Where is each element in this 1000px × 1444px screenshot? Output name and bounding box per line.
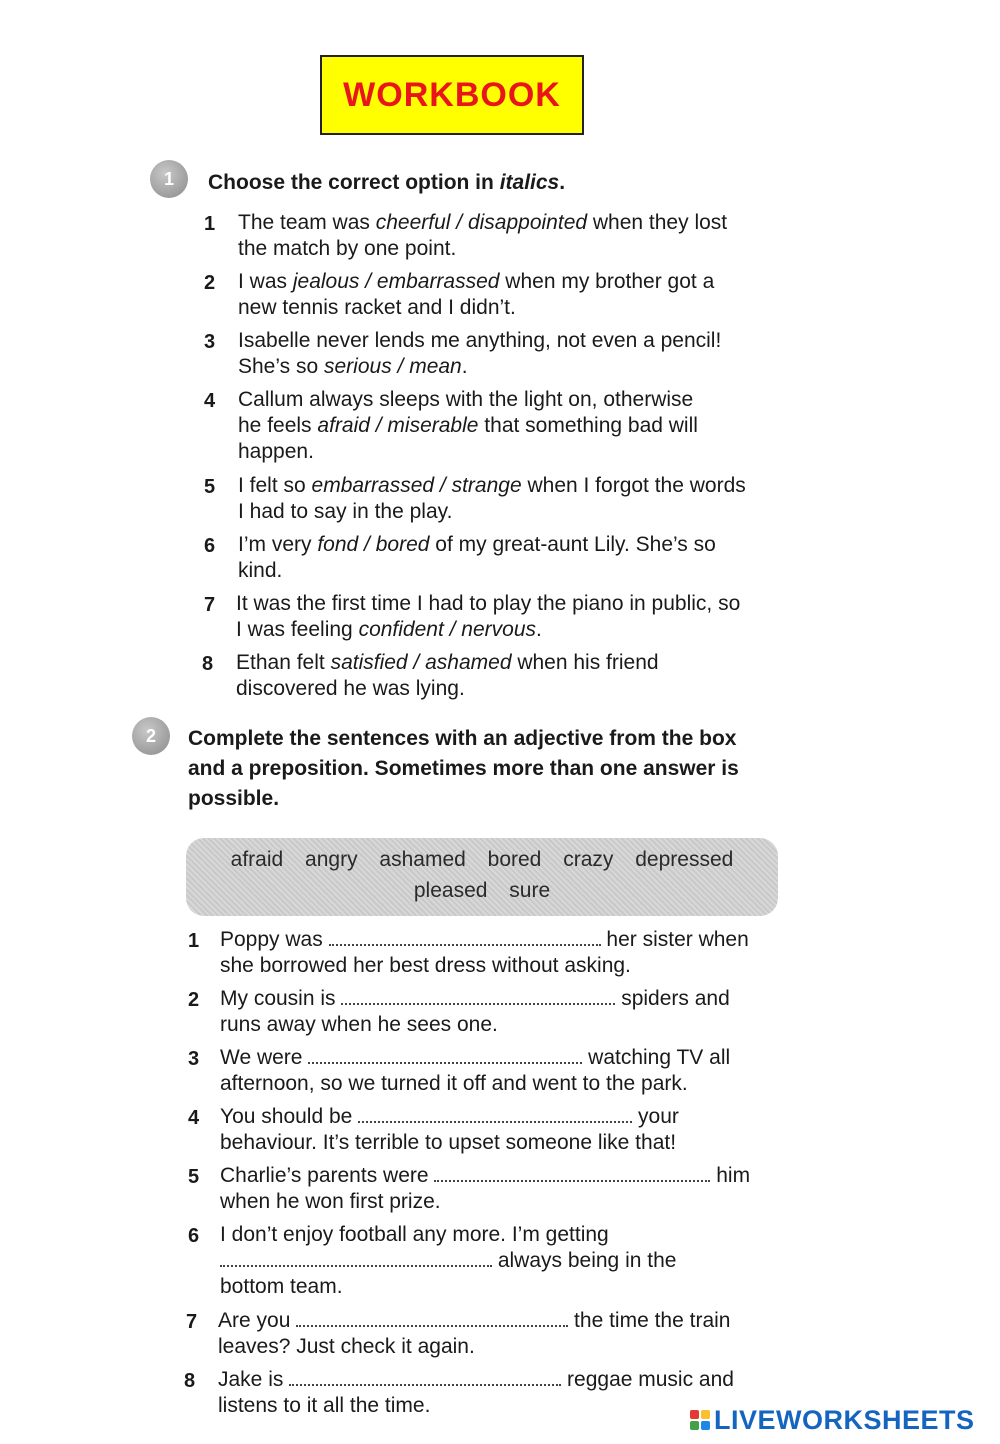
ex2-item (220, 1045, 730, 1097)
item-text: listens to it all the time. (218, 1394, 431, 1417)
item-text: Poppy was (220, 928, 329, 951)
item-text: We were (220, 1046, 309, 1069)
item-text: reggae music and (561, 1368, 734, 1391)
word-chip: crazy (563, 848, 614, 871)
ex2-item (218, 1367, 734, 1419)
item-text: him (710, 1164, 751, 1187)
item-text: I don’t enjoy football any more. I’m getting (220, 1223, 609, 1246)
ex1-item-number: 2 (204, 272, 216, 294)
heading-line: Complete the sentences with an adjective from the box (188, 727, 737, 750)
item-text: happen. (238, 440, 314, 463)
item-text: of my great-aunt Lily. She’s so (429, 533, 716, 556)
heading-italic: italics (499, 171, 560, 194)
item-options[interactable]: serious / mean (324, 355, 462, 378)
ex1-item-number: 7 (204, 594, 216, 616)
item-options[interactable]: fond / bored (317, 533, 430, 556)
item-options[interactable]: jealous / embarrassed (292, 270, 500, 293)
heading-line: and a preposition. Sometimes more than one answer is (188, 757, 739, 780)
ex1-item-number: 8 (202, 653, 214, 675)
item-text: I’m very (238, 533, 318, 556)
ex2-item (220, 1104, 679, 1156)
ex1-item-number: 3 (204, 331, 216, 353)
answer-blank[interactable] (289, 1370, 561, 1386)
ex2-item (220, 986, 730, 1038)
item-text: Jake is (218, 1368, 290, 1391)
item-text: . (536, 618, 542, 641)
ex2-item-number: 4 (188, 1107, 200, 1129)
item-text: spiders and (615, 987, 730, 1010)
ex1-item (238, 473, 746, 525)
heading-text: Choose the correct option in (208, 171, 500, 194)
ex2-item-number: 7 (186, 1311, 198, 1333)
item-text: Are you (218, 1309, 297, 1332)
item-text: I had to say in the play. (238, 500, 453, 523)
item-text: she borrowed her best dress without asking. (220, 954, 631, 977)
answer-blank[interactable] (296, 1311, 568, 1327)
ex2-item-number: 2 (188, 989, 200, 1011)
item-text: Charlie’s parents were (220, 1164, 435, 1187)
item-text: when I forgot the words (521, 474, 746, 497)
item-text: always being in the (492, 1249, 677, 1272)
word-chip: ashamed (379, 848, 466, 871)
logo-grid-icon (690, 1410, 710, 1430)
logo-square (690, 1421, 699, 1430)
item-text: when his friend (511, 651, 659, 674)
exercise-2-badge: 2 (132, 717, 170, 755)
item-options[interactable]: cheerful / disappointed (375, 211, 588, 234)
item-text: her sister when (600, 928, 749, 951)
item-text: your (632, 1105, 679, 1128)
item-text: new tennis racket and I didn’t. (238, 296, 516, 319)
item-text: leaves? Just check it again. (218, 1335, 475, 1358)
item-options[interactable]: confident / nervous (358, 618, 537, 641)
item-text: Callum always sleeps with the light on, otherwise (238, 388, 694, 411)
ex2-item-number: 3 (188, 1048, 200, 1070)
item-options[interactable]: afraid / miserable (317, 414, 479, 437)
item-text: discovered he was lying. (236, 677, 465, 700)
ex1-item (238, 328, 721, 380)
item-text: bottom team. (220, 1275, 343, 1298)
ex1-item-number: 5 (204, 476, 216, 498)
item-text: he feels (238, 414, 318, 437)
ex2-item (220, 927, 749, 979)
ex1-item-number: 4 (204, 390, 216, 412)
item-text: Ethan felt (236, 651, 331, 674)
ex1-item-number: 1 (204, 213, 216, 235)
liveworksheets-logo (690, 1403, 975, 1437)
item-text: when he won first prize. (220, 1190, 441, 1213)
ex2-item-number: 8 (184, 1370, 196, 1392)
answer-blank[interactable] (341, 989, 615, 1005)
exercise-1-heading (208, 168, 565, 198)
word-box (186, 838, 778, 916)
item-text: when my brother got a (499, 270, 715, 293)
ex1-item (238, 387, 698, 465)
word-box-row (204, 844, 760, 875)
logo-square (701, 1410, 710, 1419)
item-text: afternoon, so we turned it off and went to the park. (220, 1072, 688, 1095)
ex1-item (238, 210, 727, 262)
item-text: My cousin is (220, 987, 342, 1010)
logo-text: LIVEWORKSHEETS (714, 1404, 975, 1435)
answer-blank[interactable] (308, 1048, 582, 1064)
ex2-item-number: 1 (188, 930, 200, 952)
ex1-item (236, 650, 659, 702)
ex2-item-number: 6 (188, 1225, 200, 1247)
word-chip: bored (487, 848, 542, 871)
ex2-item (220, 1222, 676, 1300)
item-text: It was the first time I had to play the piano in public, so (236, 592, 741, 615)
answer-blank[interactable] (434, 1166, 710, 1182)
ex1-item (238, 269, 714, 321)
item-text: Isabelle never lends me anything, not even a pencil! (238, 329, 722, 352)
exercise-2-heading (188, 724, 739, 814)
word-chip: angry (305, 848, 358, 871)
item-text: I felt so (238, 474, 312, 497)
item-options[interactable]: embarrassed / strange (311, 474, 522, 497)
logo-square (690, 1410, 699, 1419)
answer-blank[interactable] (358, 1107, 632, 1123)
item-text: You should be (220, 1105, 359, 1128)
ex1-item (238, 532, 716, 584)
answer-blank[interactable] (329, 930, 601, 946)
item-text: that something bad will (478, 414, 698, 437)
item-text: watching TV all (582, 1046, 731, 1069)
item-text: She’s so (238, 355, 324, 378)
exercise-1-badge: 1 (150, 160, 188, 198)
word-chip: depressed (635, 848, 734, 871)
logo-square (701, 1421, 710, 1430)
ex1-item (236, 591, 740, 643)
heading-line: possible. (188, 787, 280, 810)
item-text: The team was (238, 211, 376, 234)
ex1-item-number: 6 (204, 535, 216, 557)
word-chip: afraid (230, 848, 284, 871)
heading-period: . (559, 171, 566, 194)
item-text: . (461, 355, 468, 378)
workbook-title: WORKBOOK (320, 55, 584, 135)
item-text: I was feeling (236, 618, 359, 641)
answer-blank[interactable] (220, 1251, 492, 1267)
item-options[interactable]: satisfied / ashamed (330, 651, 512, 674)
item-text: the match by one point. (238, 237, 457, 260)
ex2-item-number: 5 (188, 1166, 200, 1188)
item-text: I was (238, 270, 293, 293)
ex2-item (218, 1308, 730, 1360)
item-text: runs away when he sees one. (220, 1013, 498, 1036)
word-chip: sure (509, 879, 551, 902)
word-chip: pleased (413, 879, 488, 902)
ex2-item (220, 1163, 750, 1215)
item-text: when they lost (587, 211, 728, 234)
word-box-row (204, 875, 760, 906)
item-text: behaviour. It’s terrible to upset someone like that! (220, 1131, 677, 1154)
item-text: kind. (238, 559, 283, 582)
item-text: the time the train (568, 1309, 731, 1332)
